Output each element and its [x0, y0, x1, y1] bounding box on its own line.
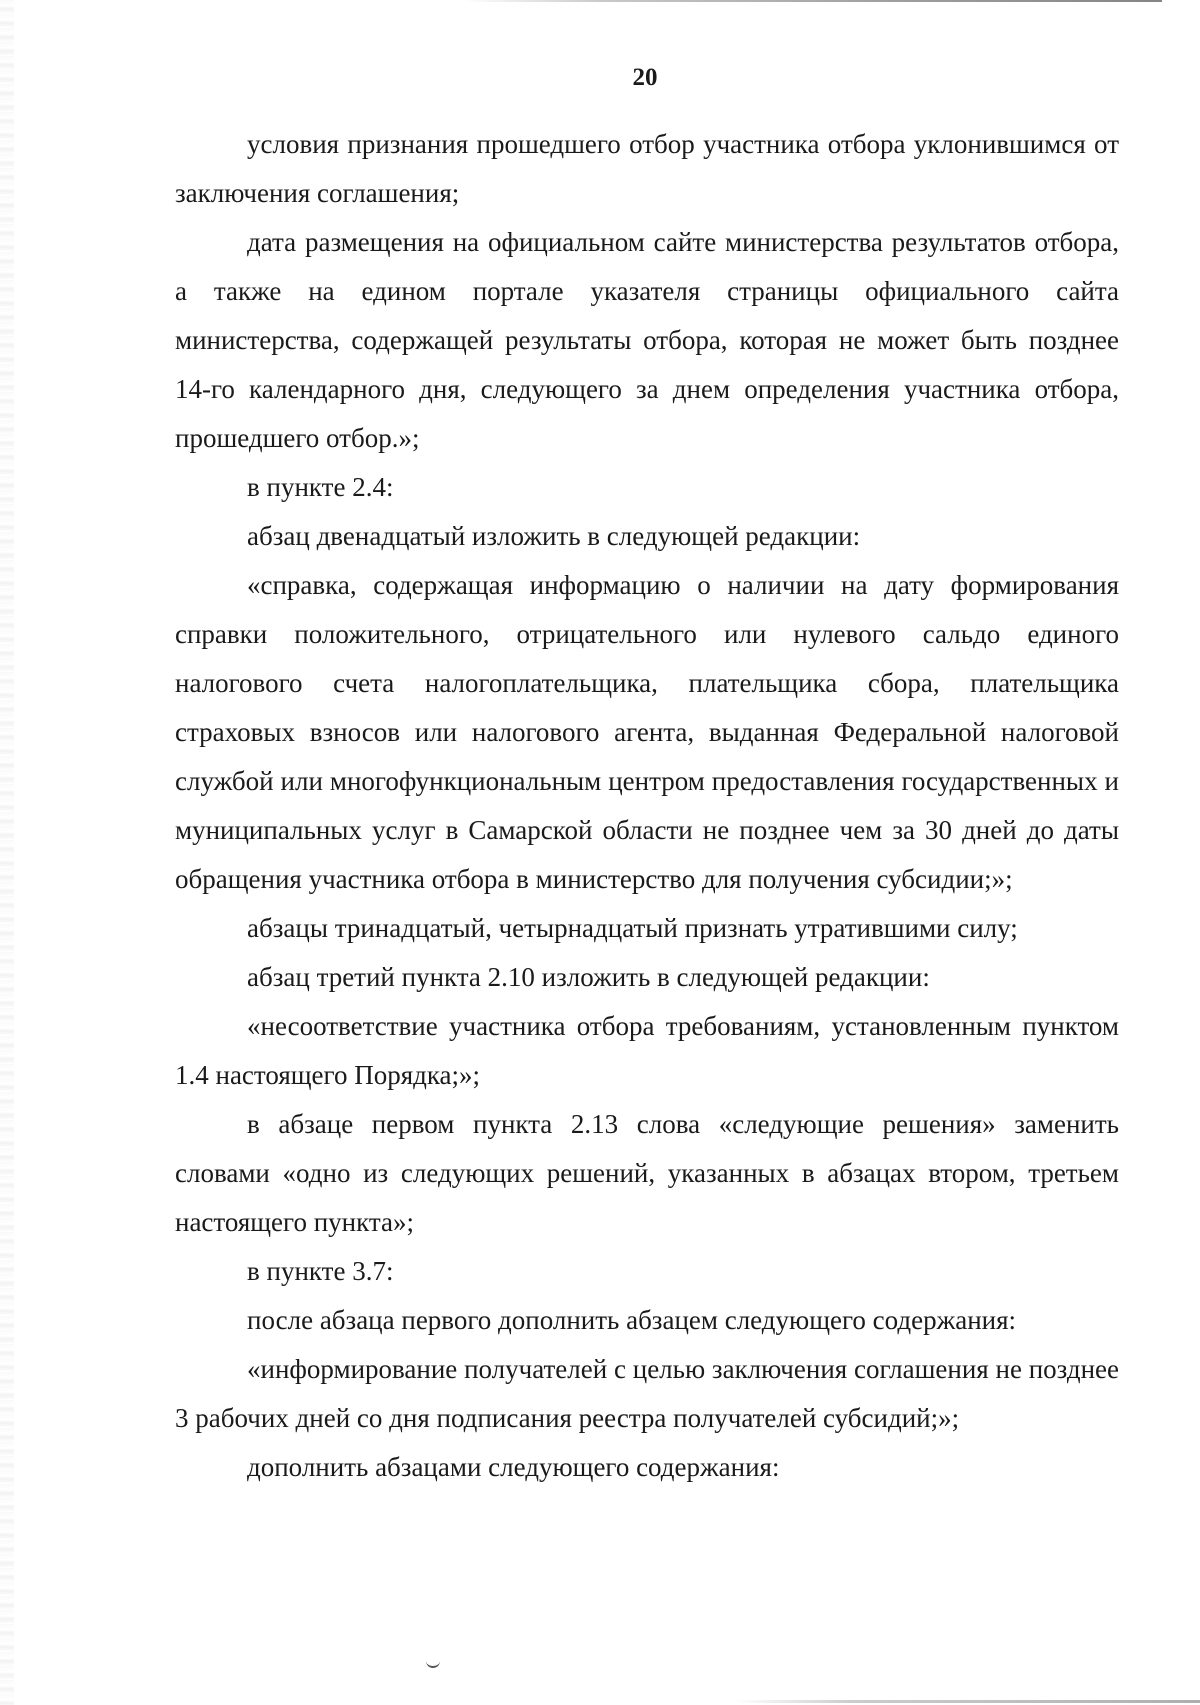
paragraph: «справка, содержащая информацию о наличии на дату формирования справки положительного, отрицательного или нулевого сальдо единого налогового счета налогоплательщика, плательщика сбора, плательщика страховых взносов или налогового агента, выданная Федеральной налоговой службой или многофункциональным центром предоставления государственных и муниципальных услуг в Самарской области не позднее чем за 30 дней до даты обращения участника отбора в министерство для получения субсидии;»;: [175, 570, 1119, 894]
scan-top-edge-line: [462, 0, 1162, 2]
page-number: 20: [632, 64, 658, 91]
document-body: [175, 120, 1119, 1492]
paragraph: после абзаца первого дополнить абзацем следующего содержания:: [247, 1305, 1017, 1335]
paragraph: абзацы тринадцатый, четырнадцатый признать утратившими силу;: [247, 913, 1018, 943]
scan-bottom-edge-line: [735, 1700, 1200, 1703]
scan-smudge-mark: [426, 1660, 440, 1668]
paragraph: абзац третий пункта 2.10 изложить в следующей редакции:: [247, 962, 930, 992]
paragraph: в абзаце первом пункта 2.13 слова «следующие решения» заменить словами «одно из следующих решений, указанных в абзацах втором, третьем настоящего пункта»;: [175, 1109, 1119, 1237]
paragraph: в пункте 3.7:: [247, 1256, 394, 1286]
paragraph: условия признания прошедшего отбор участника отбора уклонившимся от заключения соглашения;: [175, 129, 1119, 208]
paragraph: «информирование получателей с целью заключения соглашения не позднее 3 рабочих дней со дня подписания реестра получателей субсидий;»;: [175, 1354, 1119, 1433]
paragraph: дата размещения на официальном сайте министерства результатов отбора, а также на едином портале указателя страницы официального сайта министерства, содержащей результаты отбора, которая не может быть позднее 14-го календарного дня, следующего за днем определения участника отбора, прошедшего отбор.»;: [175, 227, 1119, 453]
paragraph: дополнить абзацами следующего содержания:: [247, 1452, 780, 1482]
scan-left-edge-artifact: [0, 0, 14, 1705]
paragraph: в пункте 2.4:: [247, 472, 394, 502]
paragraph: абзац двенадцатый изложить в следующей редакции:: [247, 521, 861, 551]
paragraph: «несоответствие участника отбора требованиям, установленным пунктом 1.4 настоящего Порядка;»;: [175, 1011, 1119, 1090]
